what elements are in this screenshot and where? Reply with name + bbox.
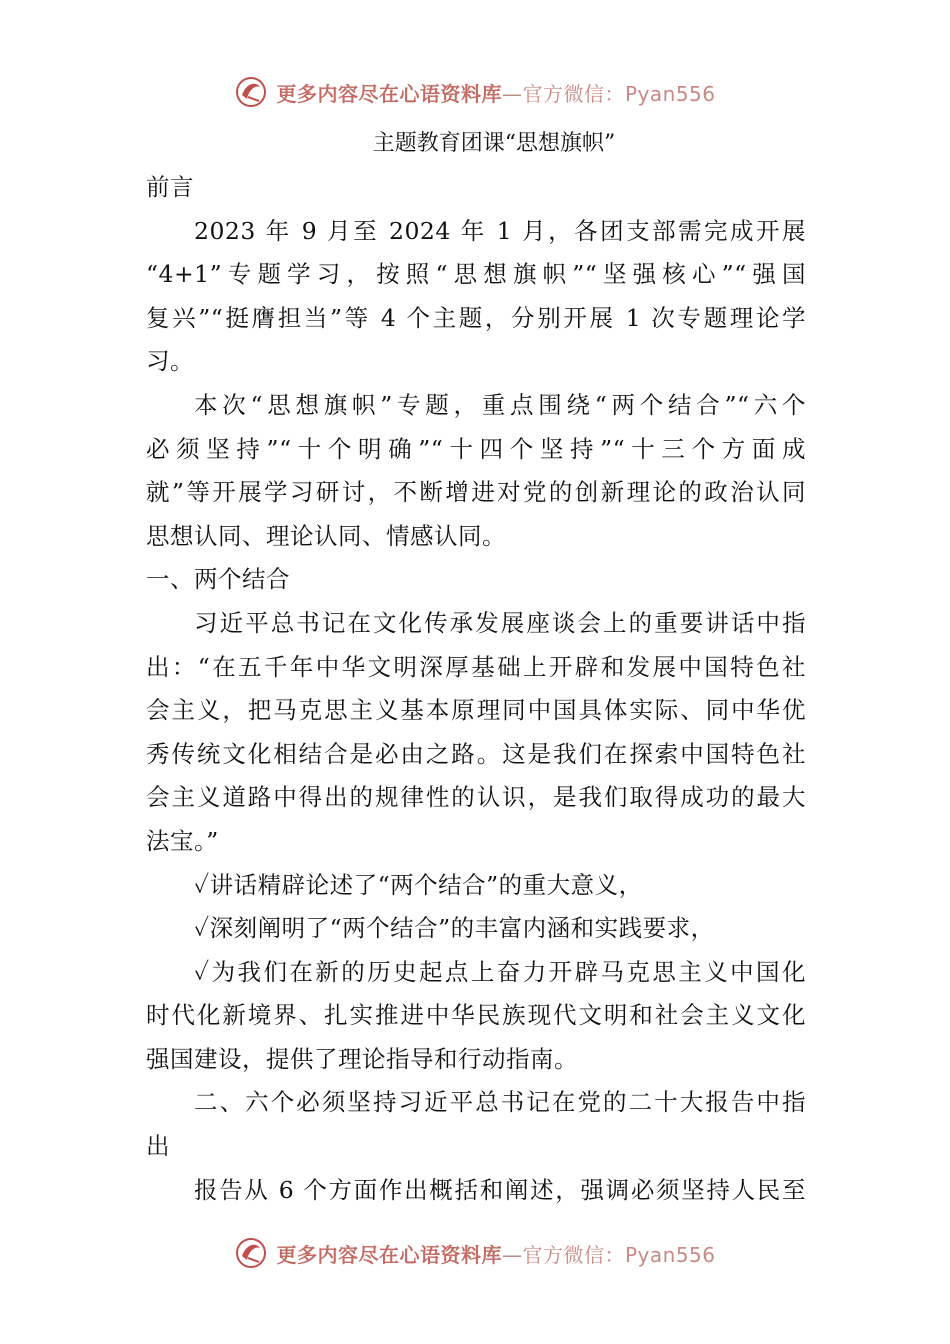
text-line: 会主义道路中得出的规律性的认识，是我们取得成功的最大 (146, 783, 806, 812)
text-line: 本次“思想旗帜”专题，重点围绕“两个结合”“六个 (194, 390, 806, 419)
text-line: 出：“在五千年中华文明深厚基础上开辟和发展中国特色社 (146, 652, 806, 681)
banner-lead: 更多内容尽在心语资料库 (276, 81, 502, 106)
banner-separator: — (501, 81, 523, 106)
banner-wechat-label: 官方微信： (522, 1242, 625, 1267)
banner-wechat-id: Pyan556 (624, 81, 716, 106)
text-line: “4+1”专题学习，按照“思想旗帜”“坚强核心”“强国 (146, 260, 806, 289)
document-title: 主题教育团课“思想旗帜” (372, 131, 616, 156)
banner-text (276, 78, 715, 107)
banner-wechat-label: 官方微信： (522, 81, 625, 106)
header-banner (0, 72, 950, 112)
text-line: 出 (146, 1132, 170, 1161)
brand-logo-icon (234, 75, 268, 109)
banner-text (276, 1239, 715, 1268)
text-line: 时代化新境界、扎实推进中华民族现代文明和社会主义文化 (146, 1001, 806, 1030)
text-line: 复兴”“挺膺担当”等 4 个主题，分别开展 1 次专题理论学 (146, 303, 806, 332)
footer-banner (0, 1233, 950, 1273)
banner-lead: 更多内容尽在心语资料库 (276, 1242, 502, 1267)
text-line: 强国建设，提供了理论指导和行动指南。 (146, 1044, 578, 1073)
text-line: 2023 年 9 月至 2024 年 1 月，各团支部需完成开展 (194, 216, 806, 245)
text-line: 习。 (146, 347, 194, 376)
text-line: 一、两个结合 (146, 565, 290, 594)
text-line: 思想认同、理论认同、情感认同。 (146, 521, 506, 550)
text-line: ✓讲话精辟论述了“两个结合”的重大意义， (194, 870, 643, 899)
document-body (146, 124, 806, 1212)
banner-separator: — (501, 1242, 523, 1267)
text-line: 就”等开展学习研讨，不断增进对党的创新理论的政治认同 (146, 478, 806, 507)
text-line: 二、六个必须坚持习近平总书记在党的二十大报告中指 (194, 1088, 806, 1117)
text-line: 秀传统文化相结合是必由之路。这是我们在探索中国特色社 (146, 739, 806, 768)
text-line: ✓为我们在新的历史起点上奋力开辟马克思主义中国化 (194, 957, 806, 986)
paragraph-lines (146, 166, 806, 1212)
banner-wechat-id: Pyan556 (624, 1242, 716, 1267)
text-line: 必须坚持”“十个明确”“十四个坚持”“十三个方面成 (146, 434, 806, 463)
text-line: ✓深刻阐明了“两个结合”的丰富内涵和实践要求， (194, 914, 715, 943)
brand-logo-icon (234, 1236, 268, 1270)
text-line: 报告从 6 个方面作出概括和阐述，强调必须坚持人民至 (194, 1175, 806, 1204)
text-line: 习近平总书记在文化传承发展座谈会上的重要讲话中指 (194, 608, 806, 637)
text-line: 法宝。” (146, 826, 219, 855)
text-line: 会主义，把马克思主义基本原理同中国具体实际、同中华优 (146, 696, 806, 725)
text-line: 前言 (146, 173, 194, 201)
